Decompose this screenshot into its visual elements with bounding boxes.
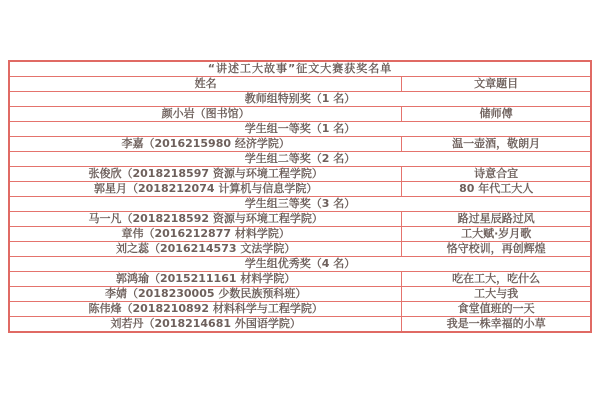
category-row: [9, 257, 591, 272]
name-cell: 马一凡（2018218592 资源与环境工程学院）: [9, 212, 402, 227]
name-cell: 郭星月（2018212074 计算机与信息学院）: [9, 182, 402, 197]
name-cell: 陈伟烽（2018210892 材料科学与工程学院）: [9, 302, 402, 317]
award-row: [9, 212, 591, 227]
awards-table-container: [8, 60, 592, 333]
article-cell: 恪守校训，再创辉煌: [402, 242, 591, 257]
article-cell: 80 年代工大人: [402, 182, 591, 197]
name-cell: 张俊欣（2018218597 资源与环境工程学院）: [9, 167, 402, 182]
page-title: “讲述工大故事”征文大赛获奖名单: [9, 61, 591, 77]
award-row: [9, 287, 591, 302]
column-header-name: 姓名: [9, 77, 402, 92]
award-row: [9, 317, 591, 333]
category-label: 学生组二等奖（2 名）: [9, 152, 591, 167]
name-cell: 郭鸿瑜（2015211161 材料学院）: [9, 272, 402, 287]
name-cell: 刘若丹（2018214681 外国语学院）: [9, 317, 402, 333]
name-cell: 刘之蕊（2016214573 文法学院）: [9, 242, 402, 257]
name-cell: 章伟（2016212877 材料学院）: [9, 227, 402, 242]
category-row: [9, 152, 591, 167]
column-header-row: [9, 77, 591, 92]
article-cell: 诗意合宜: [402, 167, 591, 182]
article-cell: 我是一株幸福的小草: [402, 317, 591, 333]
article-cell: 工大赋·岁月歌: [402, 227, 591, 242]
award-row: [9, 242, 591, 257]
category-label: 教师组特别奖（1 名）: [9, 92, 591, 107]
category-label: 学生组优秀奖（4 名）: [9, 257, 591, 272]
award-row: [9, 107, 591, 122]
article-cell: 储师傅: [402, 107, 591, 122]
category-label: 学生组一等奖（1 名）: [9, 122, 591, 137]
name-cell: 李嘉（2016215980 经济学院）: [9, 137, 402, 152]
title-row: [9, 61, 591, 77]
award-row: [9, 167, 591, 182]
category-label: 学生组三等奖（3 名）: [9, 197, 591, 212]
award-row: [9, 137, 591, 152]
category-row: [9, 197, 591, 212]
article-cell: 温一壶酒，敬朗月: [402, 137, 591, 152]
article-cell: 食堂值班的一天: [402, 302, 591, 317]
article-cell: 路过星辰路过风: [402, 212, 591, 227]
award-row: [9, 302, 591, 317]
name-cell: 李婧（2018230005 少数民族预科班）: [9, 287, 402, 302]
article-cell: 工大与我: [402, 287, 591, 302]
column-header-article: 文章题目: [402, 77, 591, 92]
award-row: [9, 182, 591, 197]
category-row: [9, 122, 591, 137]
award-row: [9, 227, 591, 242]
category-row: [9, 92, 591, 107]
article-cell: 吃在工大，吃什么: [402, 272, 591, 287]
award-row: [9, 272, 591, 287]
awards-table: [8, 60, 592, 333]
name-cell: 颜小岩（图书馆）: [9, 107, 402, 122]
